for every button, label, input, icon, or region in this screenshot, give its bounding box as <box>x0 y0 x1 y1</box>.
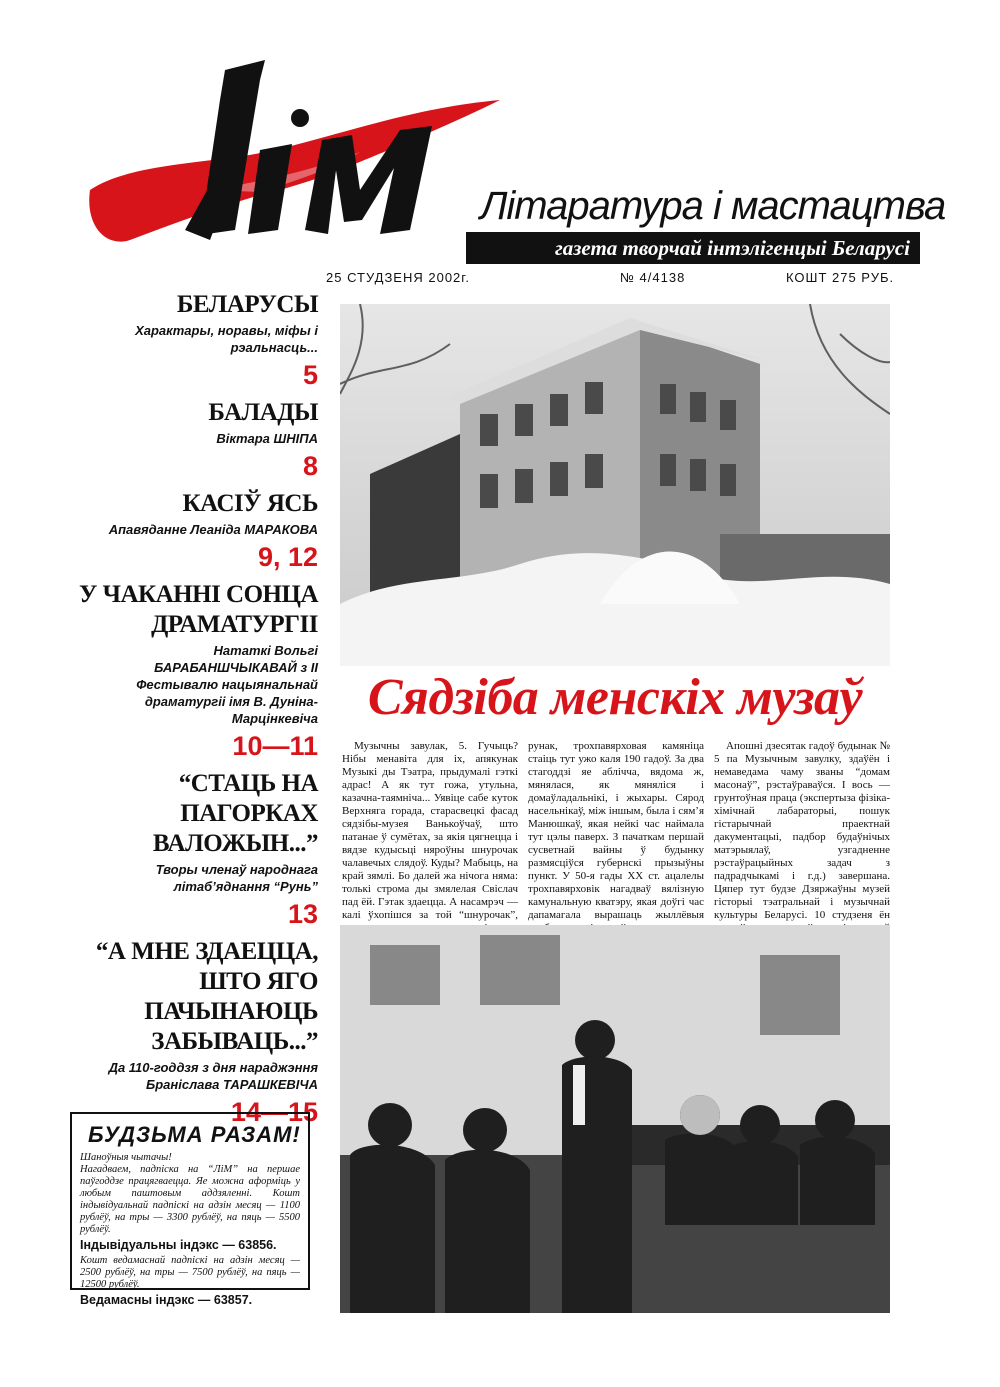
masthead-subtitle: Літаратура і мастацтва <box>480 184 946 228</box>
teaser-subtitle: Характары, норавы, міфы і рэальнасць... <box>135 323 318 355</box>
subscription-index-individual: Індывідуальны індэкс — 63856. <box>80 1238 277 1252</box>
subscription-text: Нагадваем, падпіска на “ЛіМ” на першае паўгоддзе працягваецца. Яе можна аформіць у любым паштовым аддзяленні. Кошт індывідуальнай падпіскі на адзін месяц — 1100 рублёў, на тры — 3300 рублёў, на пяць — 5500 рублёў. <box>80 1164 300 1235</box>
teaser-item[interactable] <box>70 769 318 931</box>
masthead-logo <box>60 40 520 260</box>
lim-logo-icon <box>60 40 520 260</box>
teaser-item[interactable] <box>70 290 318 392</box>
article-paragraph: рунак, трохпавярховая камяніца стаіць тут ужо каля 190 гадоў. За два стагоддзі яе аблічча, вядома ж, мянялася, як мяняліся і домаўладальнікі, і жыхары. Сярод насельнікаў, між іншым, была і сям’я Манюшкаў, якая нейкі час наймала тут цэлы паверх. З пачаткам першай сусветнай вайны ў будынку размясціўся губернскі прызыўны пункт. У 50-я гады XX ст. ацалелы трохпавярховік нагадваў вялізную камунальную кватэру, якая доўгі час дапамагала вырашаць жыллёвыя <box>528 740 704 921</box>
teaser-subtitle: Апавяданне Леаніда МАРАКОВА <box>108 522 318 537</box>
teaser-title: “СТАЦЬ НА ПАГОРКАХ ВАЛОЖЫН...” <box>152 770 318 857</box>
subscription-title: БУДЗЬМА РАЗАМ! <box>88 1122 301 1147</box>
teaser-item[interactable] <box>70 937 318 1129</box>
teaser-page: 13 <box>287 899 318 929</box>
issue-date: 25 СТУДЗЕНЯ 2002г. <box>326 270 471 285</box>
teaser-item[interactable] <box>70 580 318 763</box>
teaser-subtitle: Нататкі Вольгі БАРАБАНШЧЫКАВАЙ з ІІ Фестывалю нацыянальнай драматургіі імя В. Дуніна-Марцінкевіча <box>136 643 318 726</box>
teaser-subtitle: Творы членаў народнага літаб’яднання “Рунь” <box>155 862 318 894</box>
article-paragraph: Апошні дзесятак гадоў будынак № 5 па Музычным завулку, здаўён і немаведама чаму званы “домам масонаў”, рэстаўраваўся. І вось — грунтоўная праца (экспертыза фізіка-хімічнай лабараторыі, пошук гістарычнай праектнай дакументацыі, падбор будаўнічых матэрыялаў, узгадненне рэстаўрацыйных задач з падрадчыкамі і г.д.) завершана. Цяпер тут будзе Дзяржаўны музей гісторыі тэатральнай і музычнай культуры Беларусі. 10 студзеня ён <box>714 740 890 921</box>
teaser-page: 5 <box>302 360 318 390</box>
teaser-title: “А МНЕ ЗДАЕЦЦА, ШТО ЯГО ПАЧЫНАЮЦЬ ЗАБЫВАЦЬ...” <box>95 938 318 1055</box>
teaser-title: КАСІЎ ЯСЬ <box>182 490 318 517</box>
issue-number: № 4/4138 <box>620 270 686 285</box>
teaser-page: 8 <box>302 451 318 481</box>
teaser-title: БЕЛАРУСЫ <box>176 291 318 318</box>
subscription-text-departmental: Кошт ведамаснай падпіскі на адзін месяц — 2500 рублёў, на тры — 7500 рублёў, на пяць — 12500 рублёў. <box>80 1255 300 1290</box>
teaser-page: 14—15 <box>230 1097 318 1127</box>
article-headline: Сядзіба менскіх музаў <box>367 669 863 726</box>
museum-building-photo <box>340 304 890 666</box>
issue-price: КОШТ 275 РУБ. <box>786 270 895 285</box>
article-paragraph: Музычны завулак, 5. Гучыць? Нібы менавіта для іх, апякунак Музыкі ды Тэатра, прыдумалі гэткі адрас! А як тут гожа, утульна, казачна-таямніча... Уявіце сабе куток Верхняга горада, старасвецкі фасад сядзібы-музея Ванькоўчаў, што патанае ў сумётах, за якія цягнецца і вядзе кудысьці няроўны шнурочак чалавечых слядоў. Куды? Мабыць, на край зямлі. Бо далей жа нічога няма: толькі строма ды змялелая Свіслач пад ёй. Гэтак здаецца. А насамрэч — калі ўхопішся за той “шнурочак”, <box>342 740 518 921</box>
teaser-page: 10—11 <box>232 731 318 761</box>
subscription-index-departmental: Ведамасны індэкс — 63857. <box>80 1293 253 1307</box>
teaser-item[interactable] <box>70 398 318 483</box>
subscription-box <box>70 1112 310 1307</box>
contents-column <box>70 290 318 1135</box>
teaser-title: БАЛАДЫ <box>208 399 318 426</box>
teaser-subtitle: Віктара ШНІПА <box>216 431 318 446</box>
subscription-greeting: Шаноўныя чытачы! <box>80 1152 172 1163</box>
masthead-tagline: газета творчай інтэлігенцыі Беларусі <box>466 232 920 264</box>
teaser-page: 9, 12 <box>257 542 318 572</box>
teaser-item[interactable] <box>70 489 318 574</box>
museum-opening-photo <box>340 925 890 1313</box>
teaser-title: У ЧАКАННІ СОНЦА ДРАМАТУРГІІ <box>79 581 318 638</box>
teaser-subtitle: Да 110-годдзя з дня нараджэння Браніслава ТАРАШКЕВІЧА <box>108 1060 318 1092</box>
